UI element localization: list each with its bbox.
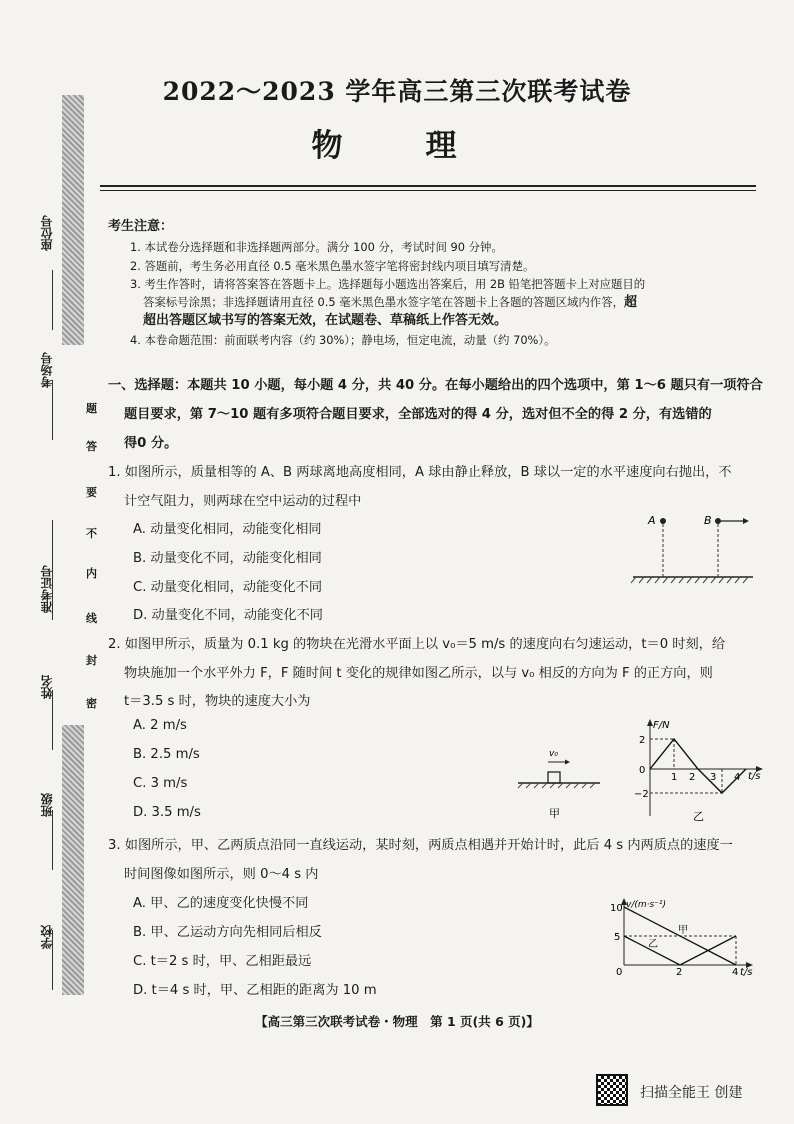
notice-item: 3. 考生作答时，请将答案答在答题卡上。选择题每小题选出答案后，用 2B 铅笔把答题卡上对应题目的 [130, 276, 646, 291]
q2-option-b: B. 2.5 m/s [133, 747, 200, 762]
series-yi [624, 936, 736, 965]
q1-option-d: D. 动量变化不同，动能变化不同 [133, 608, 323, 623]
seal-char: 答 [86, 440, 97, 453]
fill-line [52, 270, 53, 330]
x-axis-label: t/s [740, 967, 753, 978]
q3-figure [610, 895, 770, 980]
figure-caption-jia: 甲 [549, 807, 560, 820]
velocity-arrowhead [743, 518, 749, 524]
series-yi-label: 乙 [648, 939, 658, 950]
exam-room-label: 考场号 [40, 352, 54, 388]
q1-option-b: B. 动量变化不同，动能变化相同 [133, 551, 322, 566]
y-axis-label: v/(m·s⁻¹) [626, 900, 667, 910]
section-intro-line: 得0 分。 [124, 436, 178, 451]
class-label: 班级 [40, 793, 54, 817]
q1-stem-line: 1. 如图所示，质量相等的 A、B 两球离地高度相同，A 球由静止释放，B 球以一定的水平速度向右抛出，不 [108, 465, 732, 480]
seal-char: 题 [86, 402, 97, 415]
seal-char: 不 [86, 527, 97, 540]
fill-line [52, 380, 53, 440]
ball-a [660, 518, 666, 524]
header-rule-thin [100, 190, 756, 191]
notice-item: 答案标号涂黑；非选择题请用直径 0.5 毫米黑色墨水签字笔在答题卡上各题的答题区域内作答， [143, 295, 624, 310]
y-tick-label: 0 [639, 765, 646, 776]
q2-option-c: C. 3 m/s [133, 776, 188, 791]
v0-arrowhead [565, 760, 570, 765]
q2-stem-line: 2. 如图甲所示，质量为 0.1 kg 的物块在光滑水平面上以 v₀＝5 m/s 的速度向右匀速运动，t＝0 时刻，给 [108, 637, 726, 652]
x-tick-label: 2 [676, 967, 683, 978]
binding-hatch-bottom [62, 725, 84, 995]
notice-warning: 超出答题区域书写的答案无效，在试题卷、草稿纸上作答无效。 [143, 313, 508, 329]
fill-line [52, 690, 53, 750]
x-tick-label: 4 [732, 967, 739, 978]
q1-option-c: C. 动量变化相同，动能变化不同 [133, 580, 323, 595]
y-tick-label: 5 [614, 932, 621, 943]
block [548, 772, 560, 783]
seal-char: 内 [86, 567, 97, 580]
q2-stem-line: t＝3.5 s 时，物块的速度大小为 [124, 694, 311, 709]
series-jia-label: 甲 [678, 925, 688, 936]
qr-code-icon [596, 1074, 628, 1106]
notice-item: 2. 答题前，考生务必用直径 0.5 毫米黑色墨水签字笔将密封线内项目填写清楚。 [130, 258, 535, 273]
q3-option-b: B. 甲、乙运动方向先相同后相反 [133, 925, 322, 940]
force-curve [650, 739, 746, 793]
y-tick-label: −2 [634, 789, 649, 800]
fill-line [52, 810, 53, 870]
seal-char: 密 [86, 697, 97, 710]
q3-stem-line: 3. 如图所示，甲、乙两质点沿同一直线运动，某时刻，两质点相遇并开始计时，此后 4 s 内两质点的速度一 [108, 838, 733, 853]
q1-figure [628, 508, 758, 588]
q1-stem-line: 计空气阻力，则两球在空中运动的过程中 [124, 494, 362, 509]
y-axis-label: F/N [653, 720, 670, 731]
seal-char: 线 [86, 612, 97, 625]
seal-char: 封 [86, 654, 97, 667]
x-tick-label: 1 [671, 772, 678, 783]
y-tick-label: 10 [610, 903, 623, 914]
ball-b [715, 518, 721, 524]
q3-stem-line: 时间图像如图所示，则 0～4 s 内 [124, 867, 319, 882]
section-intro-line: 一、选择题：本题共 10 小题，每小题 4 分，共 40 分。在每小题给出的四个选项中，第 1～6 题只有一项符合 [108, 378, 763, 393]
x-tick-label: 2 [689, 772, 696, 783]
q2-figure-jia [515, 740, 605, 825]
candidate-notice [108, 218, 758, 349]
notice-item: 4. 本卷命题范围：前面联考内容（约 30%）；静电场，恒定电流，动量（约 70%）。 [130, 332, 556, 347]
notice-heading: 考生注意： [108, 219, 174, 234]
exam-title: 2022～2023 学年高三第三次联考试卷 [162, 77, 632, 106]
scanner-watermark: 扫描全能王 创建 [640, 1085, 743, 1101]
seat-number-label: 座位号 [40, 215, 54, 251]
q1-option-a: A. 动量变化相同，动能变化相同 [133, 522, 322, 537]
school-label: 学校 [40, 925, 54, 949]
q2-stem-line: 物块施加一个水平外力 F，F 随时间 t 变化的规律如图乙所示，以与 v₀ 相反的方向为 F 的正方向，则 [124, 666, 713, 681]
y-tick-label: 0 [616, 967, 623, 978]
header-rule [100, 185, 756, 187]
v0-label: v₀ [549, 749, 558, 759]
admission-number-label: 准考证号 [40, 565, 54, 613]
q3-option-a: A. 甲、乙的速度变化快慢不同 [133, 896, 309, 911]
ball-b-label: B [704, 514, 712, 527]
ball-a-label: A [648, 514, 656, 527]
section-intro-line: 题目要求，第 7～10 题有多项符合题目要求，全部选对的得 4 分，选对但不全的得 2 分，有选错的 [124, 407, 712, 422]
y-tick-label: 2 [639, 735, 646, 746]
name-label: 姓名 [40, 675, 54, 699]
notice-item-tail: 超 [623, 295, 637, 311]
q3-option-d: D. t＝4 s 时，甲、乙相距的距离为 10 m [133, 983, 377, 998]
binding-margin [0, 0, 100, 1124]
x-tick-label: 3 [710, 772, 717, 783]
q2-option-a: A. 2 m/s [133, 718, 187, 733]
subject-title: 物 理 [311, 128, 483, 164]
notice-item: 1. 本试卷分选择题和非选择题两部分。满分 100 分，考试时间 90 分钟。 [130, 240, 503, 255]
figure-caption-yi: 乙 [693, 810, 704, 823]
x-tick-label: 4 [734, 772, 741, 783]
page-footer: 【高三第三次联考试卷・物理 第 1 页(共 6 页)】 [255, 1014, 539, 1029]
seal-char: 要 [86, 486, 97, 499]
x-axis-label: t/s [748, 771, 761, 782]
q2-figure-yi [630, 716, 770, 826]
q2-option-d: D. 3.5 m/s [133, 805, 201, 820]
q3-option-c: C. t＝2 s 时，甲、乙相距最远 [133, 954, 312, 969]
